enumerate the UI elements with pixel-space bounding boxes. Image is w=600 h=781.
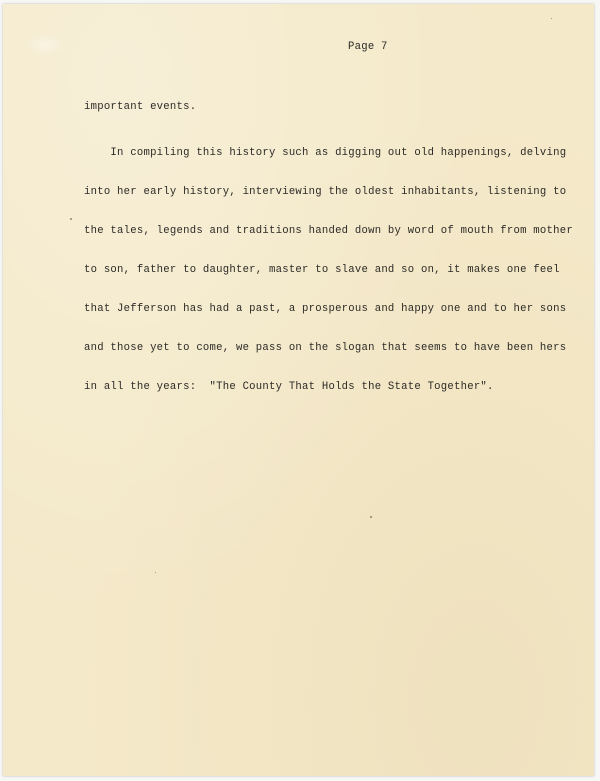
body-paragraph — [84, 121, 573, 420]
paragraph-line: that Jefferson has had a past, a prosperous and happy one and to her sons — [84, 303, 567, 315]
paper-speck — [70, 218, 72, 220]
page-number: Page 7 — [348, 41, 388, 53]
paragraph-line: In compiling this history such as digging out old happenings, delving — [84, 147, 567, 159]
paper-speck — [370, 516, 372, 518]
paragraph-line: into her early history, interviewing the oldest inhabitants, listening to — [84, 186, 567, 198]
intro-line: important events. — [84, 101, 197, 113]
paper-speck — [155, 572, 156, 573]
paper-speck — [551, 18, 552, 19]
paragraph-line: the tales, legends and traditions handed down by word of mouth from mother — [84, 225, 573, 237]
document-page — [3, 4, 594, 776]
paragraph-line: to son, father to daughter, master to slave and so on, it makes one feel — [84, 264, 560, 276]
paper-smudge — [25, 34, 65, 56]
paragraph-line: in all the years: "The County That Holds the State Together". — [84, 381, 494, 393]
paragraph-line: and those yet to come, we pass on the slogan that seems to have been hers — [84, 342, 567, 354]
